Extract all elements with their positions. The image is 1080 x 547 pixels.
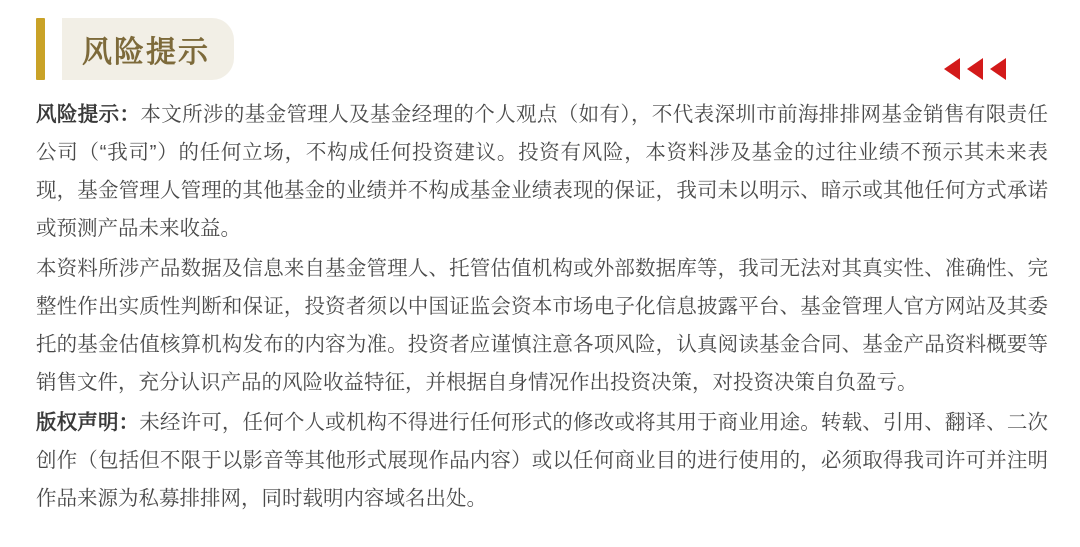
paragraph-risk-notice [36, 96, 1048, 248]
page-header [36, 18, 234, 80]
paragraph-copyright [36, 404, 1048, 518]
paragraph-copyright-lead: 版权声明： [36, 411, 140, 434]
header-plate [62, 18, 234, 80]
paragraph-data-source [36, 250, 1048, 402]
left-triangle-3-icon [990, 58, 1006, 80]
paragraph-risk-notice-lead: 风险提示： [36, 103, 141, 126]
left-triangle-1-icon [944, 58, 960, 80]
paragraph-copyright-text: 未经许可，任何个人或机构不得进行任何形式的修改或将其用于商业用途。转载、引用、翻译、二次创作（包括但不限于以影音等其他形式展现作品内容）或以任何商业目的进行使用的，必须取得我司许可并注明作品来源为私募排排网，同时载明内容域名出处。 [36, 411, 1048, 510]
page-title: 风险提示 [82, 36, 210, 69]
paragraph-data-source-text: 本资料所涉产品数据及信息来自基金管理人、托管估值机构或外部数据库等，我司无法对其真实性、准确性、完整性作出实质性判断和保证，投资者须以中国证监会资本市场电子化信息披露平台、基金管理人官方网站及其委托的基金估值核算机构发布的内容为准。投资者应谨慎注意各项风险，认真阅读基金合同、基金产品资料概要等销售文件，充分认识产品的风险收益特征，并根据自身情况作出投资决策，对投资决策自负盈亏。 [36, 257, 1048, 394]
header-accent-bar [36, 18, 45, 80]
paragraph-risk-notice-text: 本文所涉的基金管理人及基金经理的个人观点（如有），不代表深圳市前海排排网基金销售有限责任公司（“我司”）的任何立场，不构成任何投资建议。投资有风险，本资料涉及基金的过往业绩不预示其未来表现，基金管理人管理的其他基金的业绩并不构成基金业绩表现的保证，我司未以明示、暗示或其他任何方式承诺或预测产品未来收益。 [36, 103, 1049, 240]
left-triangle-2-icon [967, 58, 983, 80]
triangle-decoration [944, 58, 1006, 80]
disclaimer-content [36, 96, 1048, 520]
